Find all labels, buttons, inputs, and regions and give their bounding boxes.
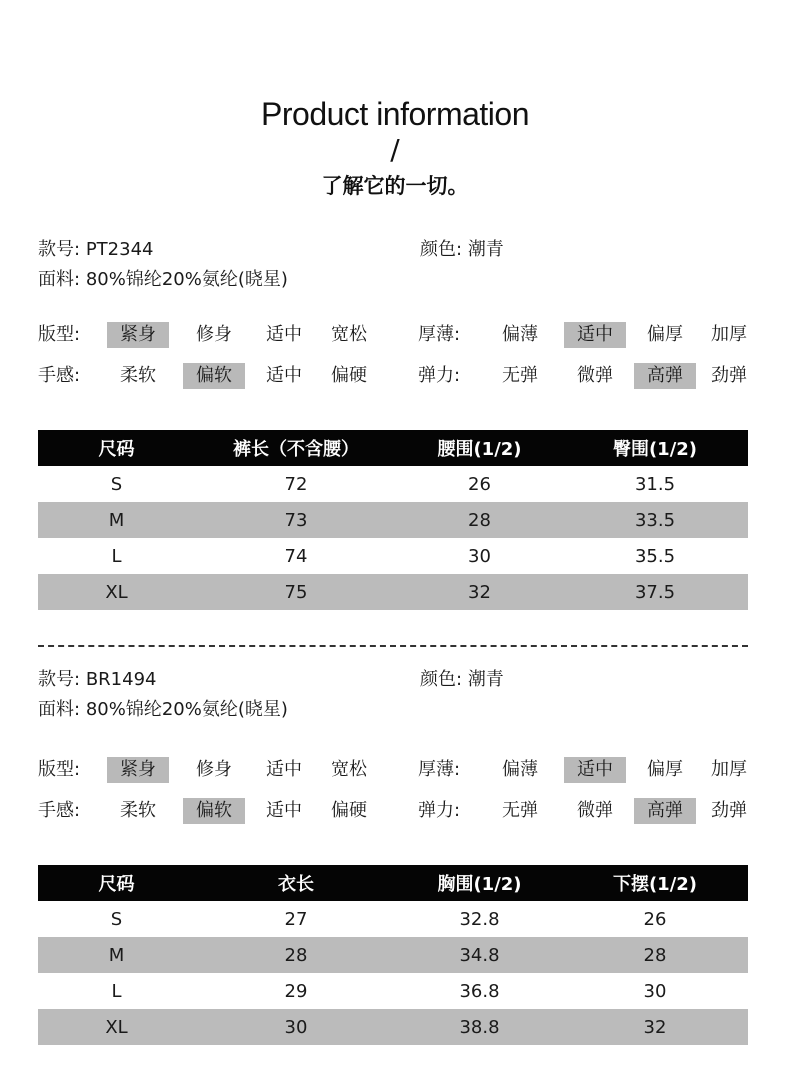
table-cell: L	[111, 980, 122, 1002]
thickness-option: 加厚	[711, 324, 747, 345]
thickness-label: 厚薄:	[418, 759, 461, 780]
table-header-cell: 尺码	[38, 865, 195, 901]
table-cell: 74	[284, 545, 308, 567]
dashed-divider	[38, 645, 748, 647]
feel-option: 柔软	[120, 800, 156, 821]
fit-option: 紧身	[107, 757, 169, 783]
table-header-cell: 下摆(1/2)	[562, 865, 748, 901]
table-row	[38, 1009, 748, 1045]
fabric-line	[38, 268, 288, 292]
model-label: 款号:	[38, 669, 81, 690]
fit-option: 宽松	[331, 759, 367, 780]
feel-option: 适中	[266, 800, 302, 821]
attribute-row-feel-elasticity	[0, 363, 790, 389]
elasticity-option: 微弹	[577, 800, 613, 821]
thickness-option: 偏厚	[647, 324, 683, 345]
table-cell: 32.8	[459, 908, 500, 930]
size-table	[38, 430, 748, 610]
elasticity-option: 高弹	[634, 798, 696, 824]
feel-option: 偏硬	[331, 365, 367, 386]
table-cell: S	[110, 473, 123, 495]
model-value: BR1494	[85, 669, 157, 690]
table-cell: 33.5	[562, 502, 748, 538]
elasticity-option: 无弹	[502, 365, 538, 386]
table-cell: 72	[284, 473, 308, 495]
model-line	[38, 668, 156, 692]
thickness-option: 偏薄	[502, 759, 538, 780]
color-value: 潮青	[467, 239, 504, 260]
model-line	[38, 238, 153, 262]
table-cell: 32	[397, 574, 562, 610]
table-cell: M	[38, 937, 195, 973]
thickness-option: 适中	[564, 757, 626, 783]
feel-label: 手感:	[38, 365, 81, 386]
attribute-row-feel-elasticity	[0, 798, 790, 824]
table-header-cell: 臀围(1/2)	[562, 430, 748, 466]
table-cell: 37.5	[562, 574, 748, 610]
table-header-cell: 胸围(1/2)	[397, 865, 562, 901]
table-cell: 36.8	[459, 980, 500, 1002]
fabric-label: 面料:	[38, 269, 81, 290]
fit-option: 修身	[196, 759, 232, 780]
table-cell: 30	[643, 980, 667, 1002]
feel-option: 偏软	[183, 798, 245, 824]
elasticity-option: 微弹	[577, 365, 613, 386]
fabric-label: 面料:	[38, 699, 81, 720]
size-table	[38, 865, 748, 1045]
elasticity-option: 劲弹	[711, 800, 747, 821]
color-label: 颜色:	[420, 239, 463, 260]
fit-option: 适中	[266, 324, 302, 345]
table-cell: 35.5	[634, 545, 676, 567]
table-cell: 34.8	[397, 937, 562, 973]
thickness-option: 加厚	[711, 759, 747, 780]
elasticity-option: 劲弹	[711, 365, 747, 386]
table-row	[38, 538, 748, 574]
table-cell: XL	[38, 574, 195, 610]
table-header-cell: 尺码	[38, 430, 195, 466]
fabric-value: 80%锦纶20%氨纶(晓星)	[85, 699, 288, 720]
fit-label: 版型:	[38, 759, 81, 780]
table-cell: 27	[284, 908, 308, 930]
elasticity-option: 高弹	[634, 363, 696, 389]
table-cell: 26	[643, 908, 667, 930]
table-cell: 26	[468, 473, 491, 495]
title-slash: /	[390, 133, 400, 166]
attribute-row-fit-thickness	[0, 757, 790, 783]
elasticity-option: 无弹	[502, 800, 538, 821]
page-subtitle: 了解它的一切。	[321, 174, 469, 198]
page-header	[0, 96, 790, 200]
table-row	[38, 973, 748, 1009]
elasticity-label: 弹力:	[418, 365, 461, 386]
fabric-line	[38, 698, 288, 722]
feel-label: 手感:	[38, 800, 81, 821]
table-cell: 73	[195, 502, 397, 538]
attribute-row-fit-thickness	[0, 322, 790, 348]
table-cell: XL	[38, 1009, 195, 1045]
fit-option: 修身	[196, 324, 232, 345]
table-cell: 38.8	[397, 1009, 562, 1045]
elasticity-label: 弹力:	[418, 800, 461, 821]
table-cell: 75	[195, 574, 397, 610]
table-row	[38, 574, 748, 610]
color-value: 潮青	[467, 669, 504, 690]
color-label: 颜色:	[420, 669, 463, 690]
table-cell: 30	[468, 545, 491, 567]
color-line	[420, 238, 504, 262]
table-cell: L	[111, 545, 122, 567]
table-cell: 28	[562, 937, 748, 973]
fabric-value: 80%锦纶20%氨纶(晓星)	[85, 269, 288, 290]
table-row	[38, 502, 748, 538]
table-header-row	[38, 865, 748, 901]
table-row	[38, 937, 748, 973]
table-header-row	[38, 430, 748, 466]
table-header-cell: 腰围(1/2)	[397, 430, 562, 466]
thickness-option: 偏厚	[647, 759, 683, 780]
thickness-label: 厚薄:	[418, 324, 461, 345]
table-cell: 28	[195, 937, 397, 973]
feel-option: 柔软	[120, 365, 156, 386]
table-cell: 29	[284, 980, 308, 1002]
table-cell: 30	[195, 1009, 397, 1045]
table-cell: 28	[397, 502, 562, 538]
table-cell: 32	[562, 1009, 748, 1045]
fit-option: 宽松	[331, 324, 367, 345]
feel-option: 偏软	[183, 363, 245, 389]
table-cell: S	[110, 908, 123, 930]
table-cell: 31.5	[634, 473, 676, 495]
thickness-option: 偏薄	[502, 324, 538, 345]
table-row	[38, 466, 748, 502]
table-header-cell: 裤长（不含腰）	[195, 430, 397, 466]
fit-option: 紧身	[107, 322, 169, 348]
fit-option: 适中	[266, 759, 302, 780]
table-header-cell: 衣长	[195, 865, 397, 901]
feel-option: 偏硬	[331, 800, 367, 821]
table-cell: M	[38, 502, 195, 538]
model-label: 款号:	[38, 239, 81, 260]
fit-label: 版型:	[38, 324, 81, 345]
page-title: Product information	[261, 96, 529, 132]
color-line	[420, 668, 504, 692]
model-value: PT2344	[85, 239, 154, 260]
feel-option: 适中	[266, 365, 302, 386]
table-row	[38, 901, 748, 937]
thickness-option: 适中	[564, 322, 626, 348]
